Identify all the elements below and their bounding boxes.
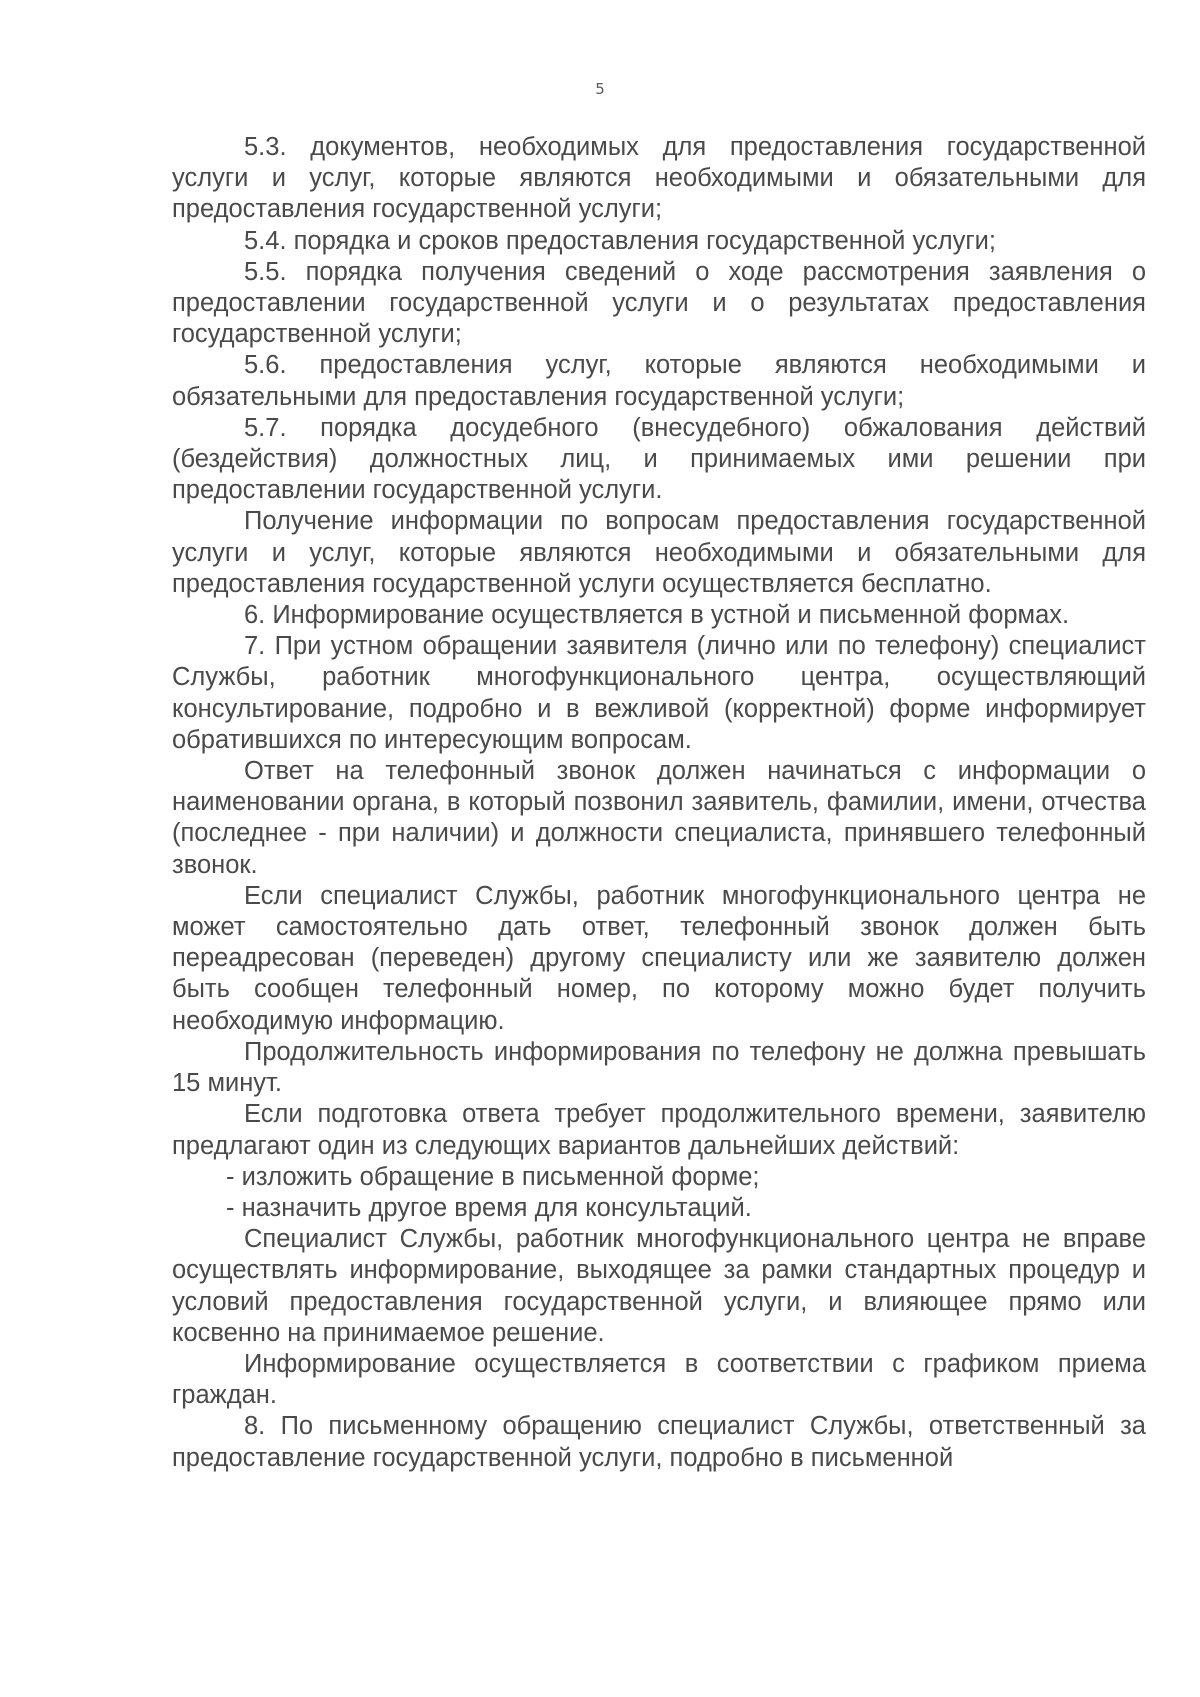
paragraph-8: 8. По письменному обращению специалист Службы, ответственный за предоставление государственной услуги, подробно в письменной [172, 1412, 1146, 1472]
document-body [172, 132, 1146, 1474]
paragraph-duration: Продолжительность информирования по телефону не должна превышать 15 минут. [172, 1037, 1146, 1098]
paragraph-free-of-charge: Получение информации по вопросам предоставления государственной услуги и услуг, которые являются необходимыми и обязательными для предоставления государственной услуги осуществляется бесплатно. [172, 507, 1146, 598]
paragraph-5-7: 5.7. порядка досудебного (внесудебного) обжалования действий (бездействия) должностных лиц, и принимаемых ими решении при предоставлении государственной услуги. [172, 413, 1146, 505]
paragraph-6: 6. Информирование осуществляется в устной и письменной формах. [244, 601, 1070, 630]
list-item-written-form: - изложить обращение в письменной форме; [226, 1162, 760, 1191]
paragraph-long-answer: Если подготовка ответа требует продолжительного времени, заявителю предлагают один из следующих вариантов дальнейших действий: [172, 1100, 1146, 1160]
paragraph-phone-answer: Ответ на телефонный звонок должен начинаться с информации о наименовании органа, в который позвонил заявитель, фамилии, имени, отчества (последнее - при наличии) и должности специалиста, принявшего телефонный звонок. [172, 757, 1146, 879]
paragraph-5-3: 5.3. документов, необходимых для предоставления государственной услуги и услуг, которые являются необходимыми и обязательными для предоставления государственной услуги; [172, 133, 1146, 224]
list-item-other-time: - назначить другое время для консультаций. [226, 1193, 752, 1222]
paragraph-5-5: 5.5. порядка получения сведений о ходе рассмотрения заявления о предоставлении государственной услуги и о результатах предоставления государственной услуги; [172, 257, 1146, 349]
paragraph-7: 7. При устном обращении заявителя (лично или по телефону) специалист Службы, работник многофункционального центра, осуществляющий консультирование, подробно и в вежливой (корректной) форме информирует обратившихся по интересующим вопросам. [172, 632, 1146, 754]
paragraph-5-4: 5.4. порядка и сроков предоставления государственной услуги; [244, 226, 996, 255]
paragraph-5-6: 5.6. предоставления услуг, которые являются необходимыми и обязательными для предоставления государственной услуги; [172, 351, 1146, 411]
paragraph-restrictions: Специалист Службы, работник многофункционального центра не вправе осуществлять информирование, выходящее за рамки стандартных процедур и условий предоставления государственной услуги, и влияющее прямо или косвенно на принимаемое решение. [172, 1225, 1146, 1347]
paragraph-schedule: Информирование осуществляется в соответствии с графиком приема граждан. [172, 1349, 1146, 1410]
page-number: 5 [595, 80, 605, 98]
paragraph-redirect: Если специалист Службы, работник многофункционального центра не может самостоятельно дать ответ, телефонный звонок должен быть переадресован (переведен) другому специалисту или же заявителю должен быть сообщен телефонный номер, по которому можно будет получить необходимую информацию. [172, 881, 1146, 1035]
